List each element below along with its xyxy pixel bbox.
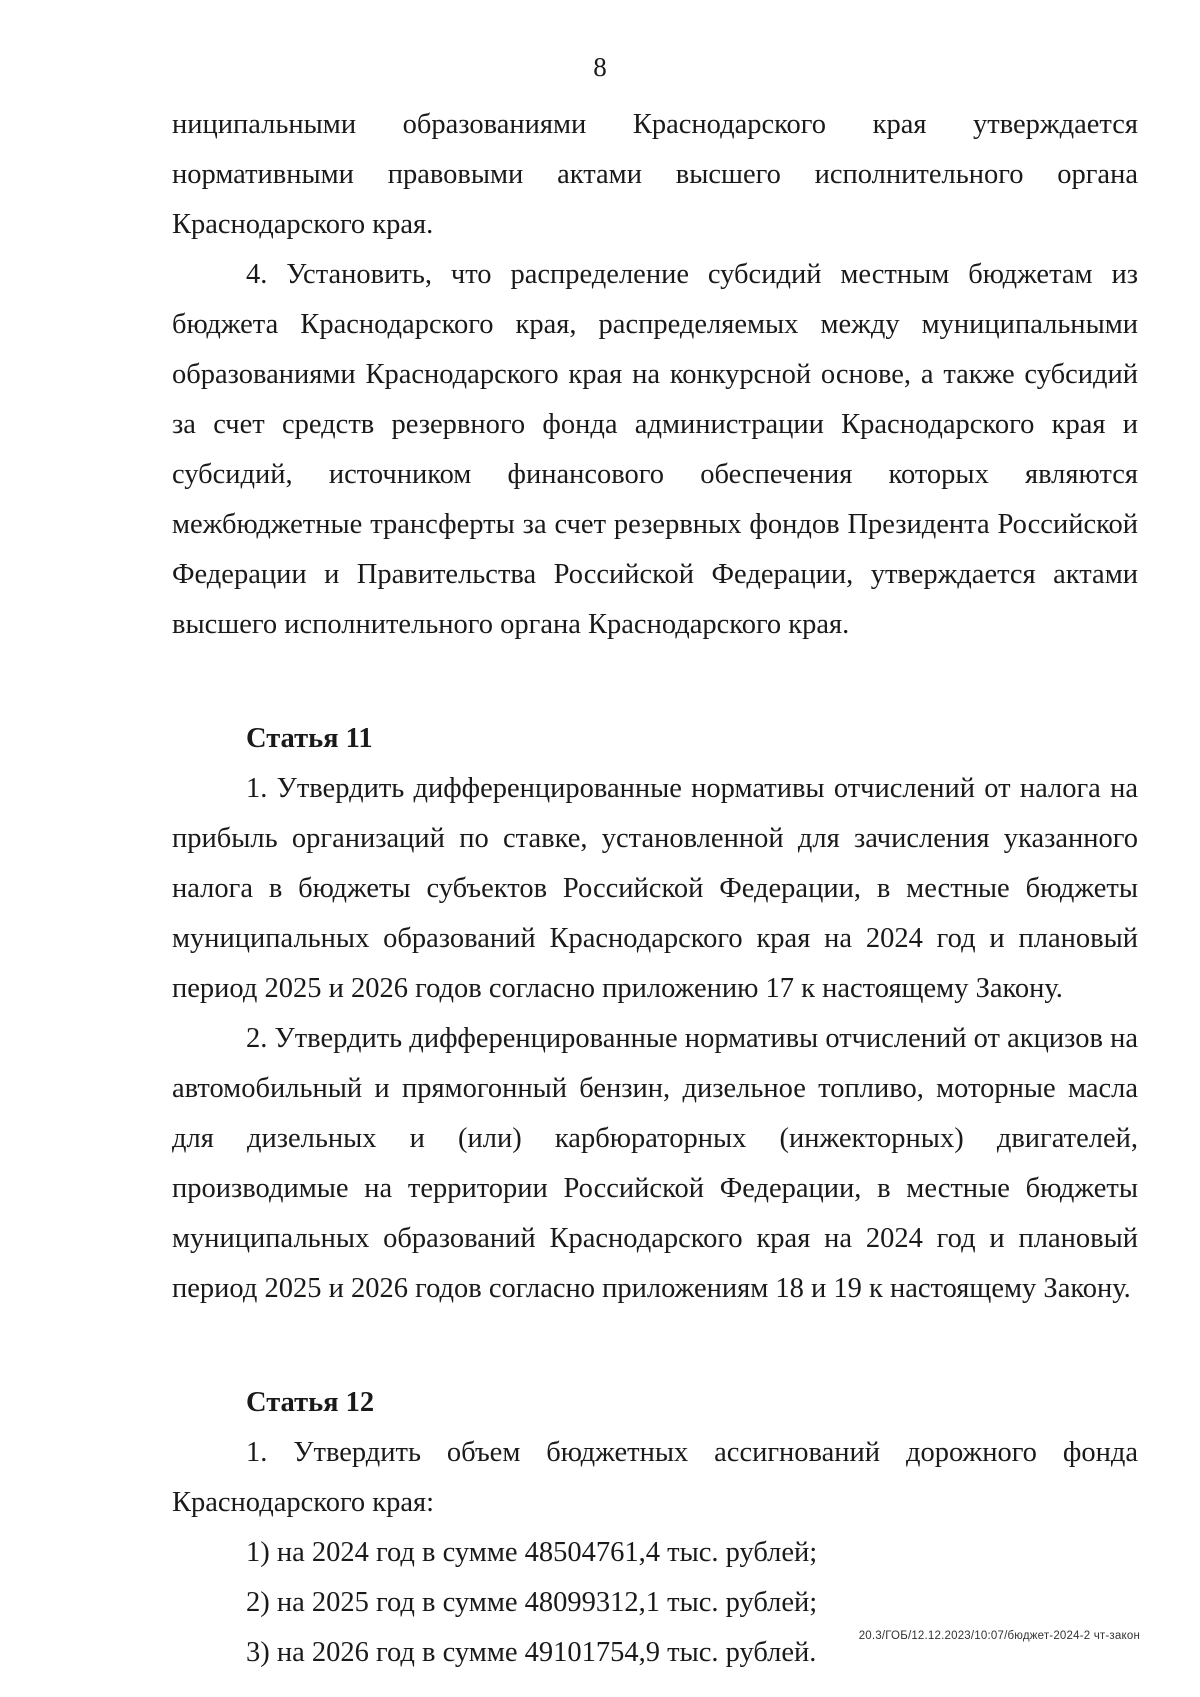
article-12-paragraph-1: 1. Утвердить объем бюджетных ассигнований дорожного фонда Краснодарского края: (172, 1437, 1138, 1518)
paragraph-continuation: ниципальными образованиями Краснодарского края утверждается нормативными правовыми актами высшего исполнительного органа Краснодарского края. (172, 109, 1138, 240)
article-12-list-item: 1) на 2024 год в сумме 48504761,4 тыс. рублей; (246, 1537, 818, 1568)
article-11-paragraph-1: 1. Утвердить дифференцированные нормативы отчислений от налога на прибыль организаций по ставке, установленной для зачисления указанного налога в бюджеты субъектов Российской Федерации, в местные бюджеты муниципальных образований Краснодарского края на 2024 год и плановый период 2025 и 2026 годов согласно приложению 17 к настоящему Закону. (172, 773, 1138, 1004)
document-footer-code: 20.3/ГОБ/12.12.2023/10:07/бюджет-2024-2 чт-закон (858, 1630, 1140, 1642)
page-number: 8 (593, 52, 607, 82)
article-12-title: Статья 12 (246, 1387, 375, 1418)
article-12-list-item: 3) на 2026 год в сумме 49101754,9 тыс. рублей. (246, 1637, 817, 1668)
article-11-title: Статья 11 (246, 723, 373, 754)
article-12-list-item: 2) на 2025 год в сумме 48099312,1 тыс. рублей; (246, 1587, 818, 1618)
article-11-paragraph-2: 2. Утвердить дифференцированные нормативы отчислений от акцизов на автомобильный и прямогонный бензин, дизельное топливо, моторные масла для дизельных и (или) карбюраторных (инжекторных) двигателей, производимые на территории Российской Федерации, в местные бюджеты муниципальных образований Краснодарского края на 2024 год и плановый период 2025 и 2026 годов согласно приложениям 18 и 19 к настоящему Закону. (172, 1023, 1138, 1304)
document-body (172, 100, 1138, 1678)
paragraph-item-4: 4. Установить, что распределение субсидий местным бюджетам из бюджета Краснодарского края, распределяемых между муниципальными образованиями Краснодарского края на конкурсной основе, а также субсидий за счет средств резервного фонда администрации Краснодарского края и субсидий, источником финансового обеспечения которых являются межбюджетные трансферты за счет резервных фондов Президента Российской Федерации и Правительства Российской Федерации, утверждается актами высшего исполнительного органа Краснодарского края. (172, 259, 1138, 640)
